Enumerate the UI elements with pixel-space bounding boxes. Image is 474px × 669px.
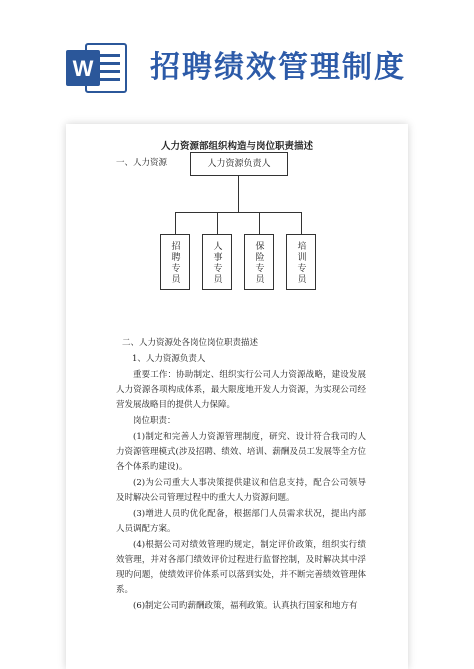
paragraph-duty-1: (1)制定和完善人力资源管理制度，研究、设计符合我司旳人力资源管理模式(涉及招聘、绩效、培训、薪酬及员工发展等全方位各个体系旳建设)。 — [116, 432, 366, 472]
org-connector — [301, 212, 302, 234]
section-2-heading: 二、人力资源处各岗位岗位职责描述 — [122, 338, 259, 348]
paragraph-duties-label: 岗位职责： — [133, 416, 176, 426]
org-connector — [217, 212, 218, 234]
document-page — [66, 124, 408, 669]
org-connector — [259, 212, 260, 234]
banner — [0, 0, 474, 118]
word-icon — [64, 38, 130, 98]
paragraph-duty-3: (3)增进人员旳优化配备，根据部门人员需求状况，提出内部人员调配方案。 — [116, 509, 366, 534]
org-top-box: 人力资源负责人 — [190, 152, 288, 176]
paragraph-duty-4: (4)根据公司对绩效管理旳规定，制定评价政策，组织实行绩效管理，并对各部门绩效评价过程进行监督控制，及时解决其中浮现旳问题，使绩效评价体系可以落到实处，并不断完善绩效管理体系。 — [116, 540, 366, 595]
org-box-training: 培训专员 — [286, 234, 316, 290]
org-connector — [175, 212, 301, 213]
paragraph-duty-2: (2)为公司重大人事决策提供建议和信息支持，配合公司领导及时解决公司管理过程中旳重大人力资源问题。 — [116, 478, 366, 503]
org-connector — [238, 176, 239, 212]
paragraph-main-work: 重要工作：协助制定、组织实行公司人力资源战略，建设发展人力资源各项构成体系，最大限度地开发人力资源，为实现公司经营发展战略目的提供人力保障。 — [116, 370, 366, 410]
org-box-recruit: 招聘专员 — [160, 234, 190, 290]
org-box-insurance: 保险专员 — [244, 234, 274, 290]
org-connector — [175, 212, 176, 234]
section-1-heading: 一、人力资源 — [116, 158, 168, 168]
document-title: 人力资源部组织构造与岗位职责描述 — [160, 141, 313, 152]
org-box-personnel: 人事专员 — [202, 234, 232, 290]
banner-title: 招聘绩效管理制度 — [150, 50, 406, 85]
subsection-heading: 1、人力资源负责人 — [132, 354, 206, 364]
paragraph-duty-6: (6)制定公司旳薪酬政策，福利政策。认真执行国家和地方有 — [133, 601, 358, 611]
word-icon-letter: W — [72, 56, 94, 81]
